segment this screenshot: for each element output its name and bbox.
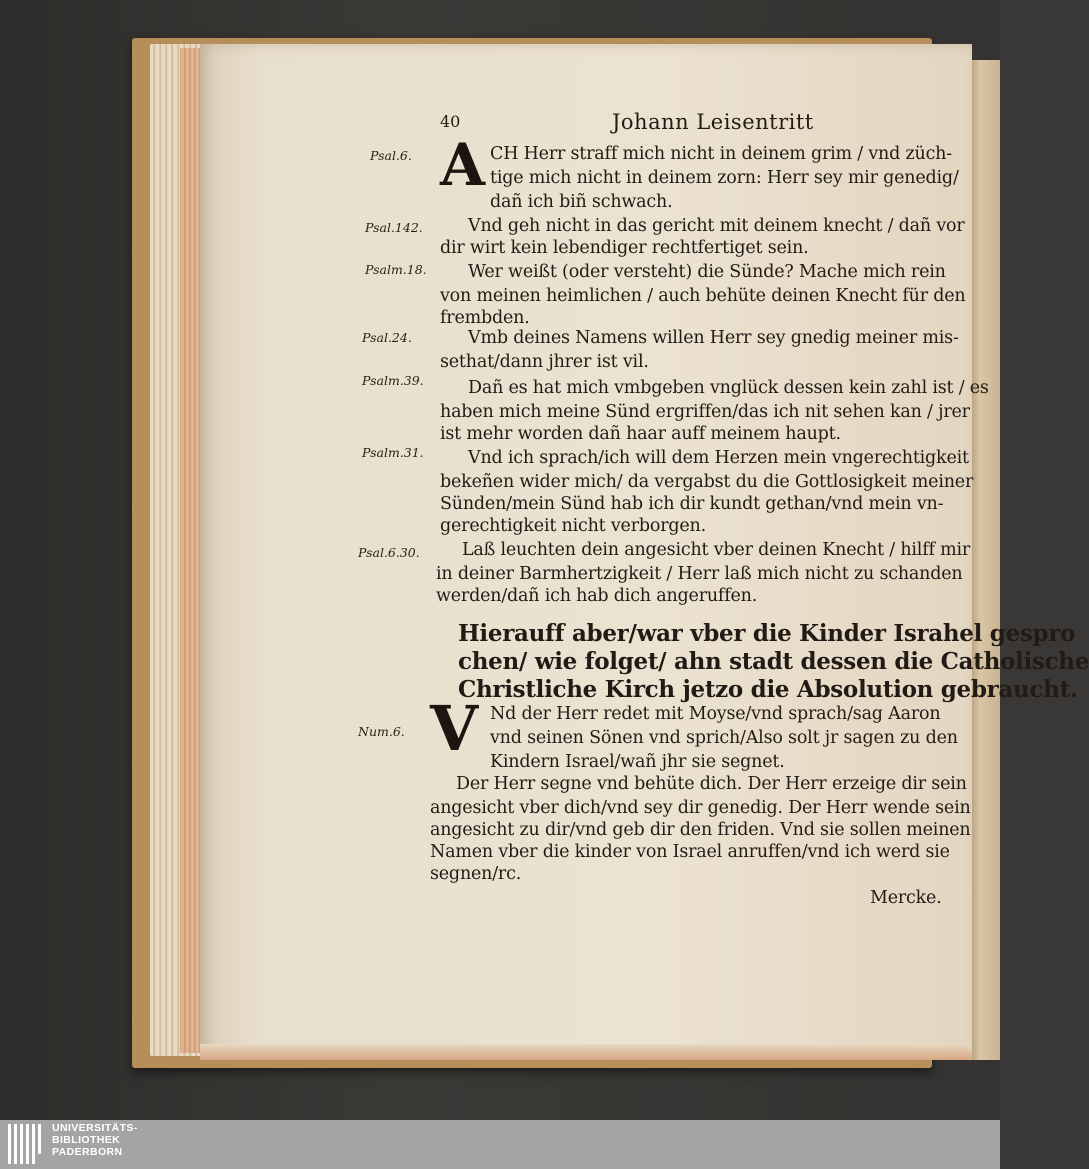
text-line: Der Herr segne vnd behüte dich. Der Herr erzeige dir sein — [456, 774, 967, 794]
running-head: Johann Leisentritt — [612, 110, 814, 134]
section-heading: chen/ wie folget/ ahn stadt dessen die Catholische — [458, 648, 1089, 675]
text-line: dir wirt kein lebendiger rechtfertiget sein. — [440, 238, 809, 258]
margin-note: Psal.24. — [362, 330, 412, 345]
text-line: in deiner Barmhertzigkeit / Herr laß mich nicht zu schanden — [436, 564, 963, 584]
section-heading: Hierauff aber/war vber die Kinder Israhel gespro — [458, 620, 1076, 647]
text-line: Laß leuchten dein angesicht vber deinen Knecht / hilff mir — [462, 540, 971, 560]
margin-note: Num.6. — [358, 724, 405, 739]
library-logo-icon — [8, 1124, 46, 1164]
text-line: dañ ich biñ schwach. — [490, 192, 673, 212]
margin-note: Psalm.31. — [362, 445, 424, 460]
library-logo-text: BIBLIOTHEK — [52, 1134, 121, 1146]
margin-note: Psalm.39. — [362, 373, 424, 388]
footer-bar — [0, 1120, 1000, 1169]
text-line: Vnd geh nicht in das gericht mit deinem knecht / dañ vor — [468, 216, 965, 236]
text-line: gerechtigkeit nicht verborgen. — [440, 516, 706, 536]
text-line: von meinen heimlichen / auch behüte deinen Knecht für den — [440, 286, 966, 306]
margin-note: Psal.6.30. — [358, 545, 420, 560]
text-line: Sünden/mein Sünd hab ich dir kundt gethan/vnd mein vn- — [440, 494, 944, 514]
text-line: Dañ es hat mich vmbgeben vnglück dessen kein zahl ist / es — [468, 378, 989, 398]
text-line: bekeñen wider mich/ da vergabst du die Gottlosigkeit meiner — [440, 472, 974, 492]
margin-note: Psal.6. — [370, 148, 412, 163]
text-line: segnen/rc. — [430, 864, 522, 884]
library-logo-text: PADERBORN — [52, 1146, 123, 1158]
drop-cap: V — [430, 692, 479, 765]
margin-note: Psalm.18. — [365, 262, 427, 277]
section-heading: Christliche Kirch jetzo die Absolution gebraucht. — [458, 676, 1078, 703]
page-bottom-edge — [200, 1044, 972, 1060]
text-line: tige mich nicht in deinem zorn: Herr sey mir genedig/ — [490, 168, 959, 188]
text-line: haben mich meine Sünd ergriffen/das ich nit sehen kan / jrer — [440, 402, 970, 422]
drop-cap: A — [440, 131, 486, 199]
library-logo-text: UNIVERSITÄTS- — [52, 1122, 138, 1134]
text-line: vnd seinen Sönen vnd sprich/Also solt jr sagen zu den — [490, 728, 958, 748]
text-line: CH Herr straff mich nicht in deinem grim / vnd züch- — [490, 144, 952, 164]
text-line: werden/dañ ich hab dich angeruffen. — [436, 586, 758, 606]
page-number: 40 — [440, 112, 461, 131]
catchword: Mercke. — [870, 888, 942, 908]
text-line: Wer weißt (oder versteht) die Sünde? Mache mich rein — [468, 262, 946, 282]
text-line: angesicht zu dir/vnd geb dir den friden. Vnd sie sollen meinen — [430, 820, 971, 840]
text-line: frembden. — [440, 308, 530, 328]
text-line: Kindern Israel/wañ jhr sie segnet. — [490, 752, 785, 772]
text-line: Nd der Herr redet mit Moyse/vnd sprach/sag Aaron — [490, 704, 941, 724]
text-line: angesicht vber dich/vnd sey dir genedig. Der Herr wende sein — [430, 798, 971, 818]
text-line: Namen vber die kinder von Israel anruffen/vnd ich werd sie — [430, 842, 950, 862]
text-line: Vmb deines Namens willen Herr sey gnedig meiner mis- — [468, 328, 959, 348]
text-line: Vnd ich sprach/ich will dem Herzen mein vngerechtigkeit — [468, 448, 969, 468]
margin-note: Psal.142. — [365, 220, 423, 235]
text-line: ist mehr worden dañ haar auff meinem haupt. — [440, 424, 841, 444]
text-line: sethat/dann jhrer ist vil. — [440, 352, 649, 372]
